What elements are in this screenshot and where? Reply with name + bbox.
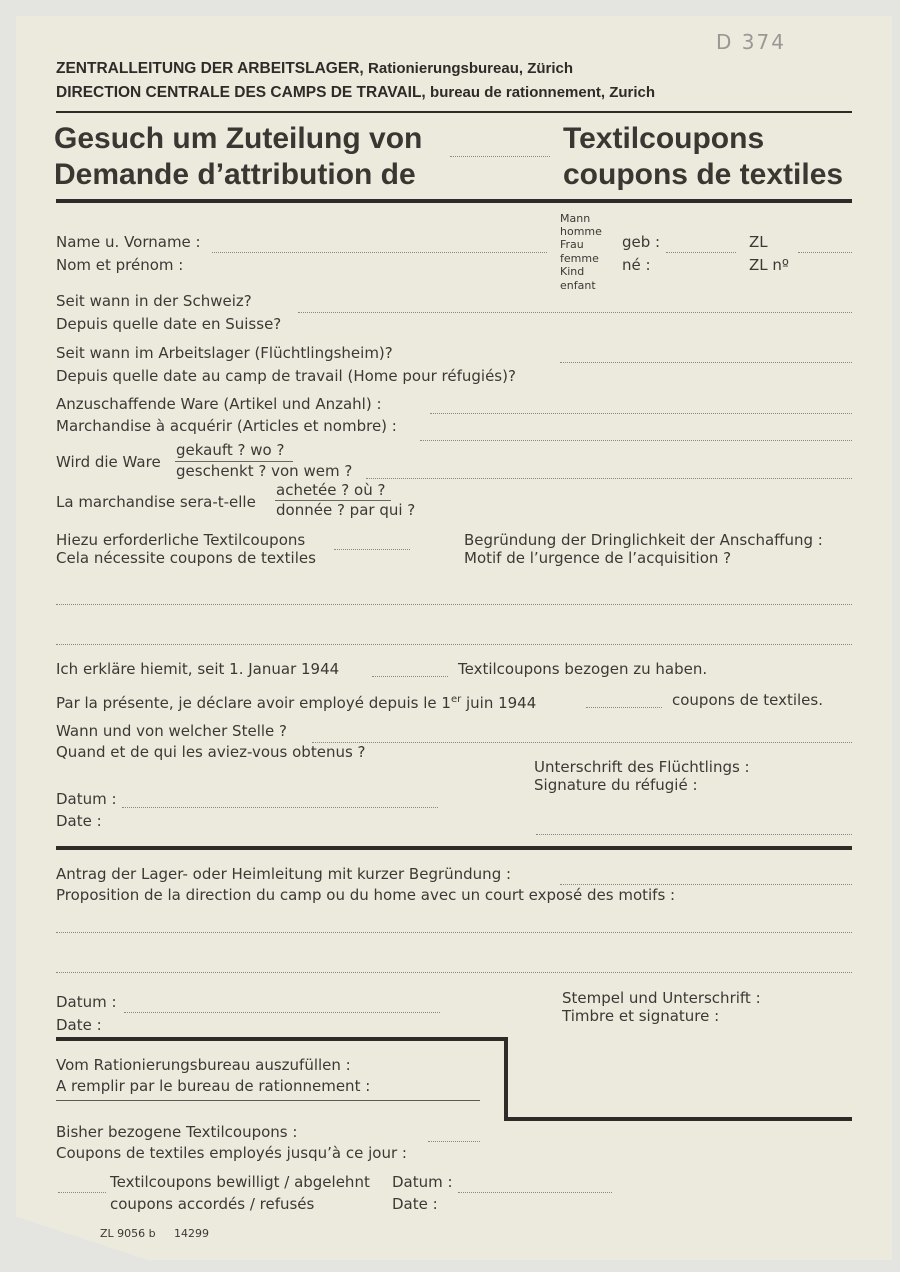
footer-form-code: ZL 9056 b <box>100 1227 156 1240</box>
proposal-label-fr: Proposition de la direction du camp ou du home avec un court exposé des motifs : <box>56 886 676 904</box>
source-label-fr: Quand et de qui les aviez-vous obtenus ? <box>56 743 366 761</box>
urgency-field-1[interactable] <box>56 604 852 605</box>
declaration-fr-before-text: Par la présente, je déclare avoir employé depuis le 1 <box>56 694 451 712</box>
proposal-field-3[interactable] <box>56 972 852 973</box>
header-office-de: Rationierungsbureau, Zürich <box>368 60 574 77</box>
previous-coupons-fr: Coupons de textiles employés jusqu’à ce jour : <box>56 1144 407 1162</box>
coupons-required-fr: Cela nécessite coupons de textiles <box>56 549 316 567</box>
zl-field[interactable] <box>798 252 852 253</box>
urgency-label-fr: Motif de l’urgence de l’acquisition ? <box>464 549 732 567</box>
granted-label-de: Textilcoupons bewilligt / abgelehnt <box>110 1173 370 1191</box>
zl-label-fr: ZL nº <box>749 256 789 274</box>
footer-number: 14299 <box>174 1227 209 1240</box>
office-heading-fr: A remplir par le bureau de rationnement : <box>56 1077 371 1095</box>
declaration-count-de-field[interactable] <box>372 676 448 677</box>
bought-prefix-de: Wird die Ware <box>56 453 161 471</box>
zl-label-de: ZL <box>749 233 768 251</box>
gender-mann: Mann <box>560 212 591 225</box>
since-camp-field[interactable] <box>560 362 852 363</box>
section-rule-camp <box>56 846 852 850</box>
born-label-fr: né : <box>622 256 651 274</box>
header-org-fr: DIRECTION CENTRALE DES CAMPS DE TRAVAIL, <box>56 84 426 101</box>
since-camp-fr: Depuis quelle date au camp de travail (Home pour réfugiés)? <box>56 367 516 385</box>
goods-label-de: Anzuschaffende Ware (Artikel und Anzahl) : <box>56 395 382 413</box>
declaration-fr-superscript: er <box>450 694 462 705</box>
gender-kind: Kind <box>560 265 585 278</box>
previous-coupons-de: Bisher bezogene Textilcoupons : <box>56 1123 298 1141</box>
coupons-required-de: Hiezu erforderliche Textilcoupons <box>56 531 306 549</box>
granted-count-field[interactable] <box>58 1192 106 1193</box>
goods-field-2[interactable] <box>420 440 852 441</box>
camp-date-de: Datum : <box>56 993 117 1011</box>
title-fr-left: Demande d’attribution de <box>54 158 416 191</box>
stamp-label-de: Stempel und Unterschrift : <box>562 989 761 1007</box>
camp-date-fr: Date : <box>56 1016 102 1034</box>
gift-from-whom-de: geschenkt ? von wem ? <box>176 462 353 480</box>
gift-by-whom-fr: donnée ? par qui ? <box>276 501 416 519</box>
name-field[interactable] <box>212 252 547 253</box>
title-rule <box>56 199 852 203</box>
declaration-count-fr-field[interactable] <box>586 707 662 708</box>
header-rule <box>56 111 852 113</box>
name-label-de: Name u. Vorname : <box>56 233 201 251</box>
office-box-bottom-rule <box>504 1117 852 1121</box>
born-label-de: geb : <box>622 233 661 251</box>
coupons-required-field[interactable] <box>334 549 410 550</box>
goods-label-fr: Marchandise à acquérir (Articles et nombre) : <box>56 417 397 435</box>
name-label-fr: Nom et prénom : <box>56 256 184 274</box>
header-fr <box>56 84 655 102</box>
since-swiss-fr: Depuis quelle date en Suisse? <box>56 315 282 333</box>
title-de-left: Gesuch um Zuteilung von <box>54 122 423 155</box>
urgency-field-2[interactable] <box>56 644 852 645</box>
header-org-de: ZENTRALLEITUNG DER ARBEITSLAGER, <box>56 60 364 77</box>
source-field[interactable] <box>312 742 852 743</box>
gender-enfant: enfant <box>560 279 596 292</box>
declaration-fr-after: coupons de textiles. <box>672 691 823 709</box>
header-de <box>56 60 573 78</box>
refugee-signature-fr: Signature du réfugié : <box>534 776 698 794</box>
goods-field-1[interactable] <box>430 413 852 414</box>
granted-label-fr: coupons accordés / refusés <box>110 1195 315 1213</box>
title-fr-right: coupons de textiles <box>563 158 844 191</box>
urgency-label-de: Begründung der Dringlichkeit der Anschaffung : <box>464 531 823 549</box>
title-de-right: Textilcoupons <box>563 122 765 155</box>
office-date-field[interactable] <box>458 1192 612 1193</box>
declaration-date-fr: Date : <box>56 812 102 830</box>
source-label-de: Wann und von welcher Stelle ? <box>56 722 287 740</box>
archive-handwritten-note: D 374 <box>716 30 786 54</box>
born-field[interactable] <box>666 252 736 253</box>
refugee-signature-de: Unterschrift des Flüchtlings : <box>534 758 750 776</box>
refugee-signature-field[interactable] <box>536 834 852 835</box>
declaration-fr-before <box>56 691 536 712</box>
title-blank-line[interactable] <box>450 156 550 157</box>
gender-homme: homme <box>560 225 602 238</box>
bought-where-de: gekauft ? wo ? <box>176 441 285 459</box>
proposal-field-1[interactable] <box>560 884 852 885</box>
office-date-de: Datum : <box>392 1173 453 1191</box>
declaration-date-field[interactable] <box>122 807 438 808</box>
bought-field-de[interactable] <box>366 478 852 479</box>
declaration-date-de: Datum : <box>56 790 117 808</box>
office-box-side-rule <box>504 1037 508 1121</box>
declaration-de-after: Textilcoupons bezogen zu haben. <box>458 660 708 678</box>
declaration-fr-mid: juin 1944 <box>461 694 537 712</box>
office-box-top-rule <box>56 1037 508 1041</box>
office-date-fr: Date : <box>392 1195 438 1213</box>
office-heading-underline <box>56 1100 480 1101</box>
gender-frau: Frau <box>560 238 584 251</box>
since-camp-de: Seit wann im Arbeitslager (Flüchtlingsheim)? <box>56 344 393 362</box>
bought-where-fr: achetée ? où ? <box>276 481 386 499</box>
since-swiss-field[interactable] <box>298 312 852 313</box>
bought-prefix-fr: La marchandise sera-t-elle <box>56 493 256 511</box>
proposal-label-de: Antrag der Lager- oder Heimleitung mit kurzer Begründung : <box>56 865 512 883</box>
stamp-label-fr: Timbre et signature : <box>562 1007 720 1025</box>
proposal-field-2[interactable] <box>56 932 852 933</box>
camp-date-field[interactable] <box>124 1012 440 1013</box>
previous-coupons-field[interactable] <box>428 1141 480 1142</box>
office-heading-de: Vom Rationierungsbureau auszufüllen : <box>56 1056 351 1074</box>
declaration-de-before: Ich erkläre hiemit, seit 1. Januar 1944 <box>56 660 340 678</box>
gender-femme: femme <box>560 252 599 265</box>
header-office-fr: bureau de rationnement, Zurich <box>430 84 656 101</box>
since-swiss-de: Seit wann in der Schweiz? <box>56 292 252 310</box>
